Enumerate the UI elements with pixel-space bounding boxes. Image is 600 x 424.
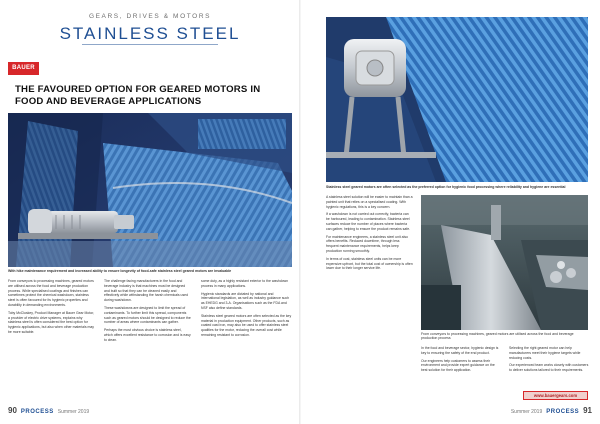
article-column-3 [201, 279, 292, 341]
paragraph: Hygienic standards are dictated by national and international legislation, as well as industry guidance such as EHEDG and 3-A. Organisations such as the FDA and NSF also define standards. [201, 291, 290, 310]
paragraph: some duty, as a highly resistant exterior to the washdown process in many applications. [201, 279, 289, 288]
paragraph: For maintenance engineers, a stainless steel unit also offers benefits. Reduced downtime, through less frequent maintenance requirements, helps keep production running smoothly. [326, 234, 408, 253]
conveyor-photo [8, 113, 292, 267]
article-column-1 [8, 279, 95, 338]
title-divider [82, 44, 218, 45]
website-link[interactable]: www.bauergears.com [523, 391, 588, 400]
paragraph: These washdowns are designed to limit the spread of contaminants. To further limit this spread, components such as geared motors should be designed to reduce the number of areas where contaminants can gather. [104, 305, 191, 325]
page-number: 90 [8, 406, 17, 415]
page-footer-right [511, 406, 592, 415]
section-label: GEARS, DRIVES & MOTORS [88, 13, 212, 20]
processing-machine-illustration [421, 195, 588, 330]
motor-photo [326, 17, 588, 182]
processing-machine-photo [421, 195, 588, 330]
paragraph: Selecting the right geared motor can help manufacturers meet their hygiene targets while reducing costs. [509, 346, 581, 360]
conveyor-illustration [8, 113, 292, 267]
paragraph: Perhaps the most obvious choice is stainless steel, which offers excellent resistance to corrosion and is easy to clean. [104, 328, 191, 342]
publication-name: PROCESS [20, 409, 54, 415]
paragraph: In the food and beverage sector, hygienic design is key to ensuring the safety of the end product. [421, 346, 499, 355]
paragraph: Our engineers help customers to assess their environment and provide expert guidance on the best solution for their application. [421, 358, 495, 373]
paragraph: In terms of cost, stainless steel units can be more expensive upfront, but the total cost of ownership is often lower due to their longer service life. [326, 256, 413, 271]
company-badge: BAUER [8, 62, 39, 75]
paragraph: The challenge facing manufacturers in the food and beverage industry is that machines must be designed and built so that they can be cleaned easily and effectively while withstanding the harsh chemicals used during washdown. [104, 279, 189, 303]
issue-date: Summer 2019 [510, 409, 543, 415]
paragraph: Toby McCluskey, Product Manager at Bauer Gear Motor, a provider of electric drive systems, explains why stainless steel is often considered the best option for hygienic applications, but also when other materials may be more suitable. [8, 310, 95, 334]
article-headline: THE FAVOURED OPTION FOR GEARED MOTORS IN FOOD AND BEVERAGE APPLICATIONS [15, 84, 261, 107]
article-column-right-2 [421, 346, 501, 376]
article-column-2 [104, 279, 191, 346]
page-number: 91 [583, 406, 592, 415]
photo-caption-machine: From conveyors to processing machines, geared motors are utilised across the food and beverage production process [421, 332, 574, 341]
paragraph: Our experienced team works closely with customers to deliver solutions tailored to their requirements. [509, 363, 589, 373]
paragraph: A stainless steel solution will be easier to maintain than a painted unit that relies on a specialised coating. With hygienic regulations, this is a key concern. [326, 195, 413, 209]
photo-caption: With hike maintenance requirement and increased ability to ensure longevity of food-safe stainless steel geared motors are invaluable [8, 269, 232, 273]
issue-date: Summer 2019 [57, 409, 90, 415]
page-gutter [299, 0, 301, 424]
motor-illustration [326, 17, 588, 182]
photo-caption-right: Stainless steel geared motors are often selected as the preferred option for hygienic food processing where reliability and hygiene are essential [326, 185, 566, 189]
paragraph: Stainless steel geared motors are often selected as the key material in production equipment. Other products, such as coated cast iron, may also be used to offer stainless steel qualities for the motor, reducing the overall cost while remaining resistant to corrosion. [201, 313, 292, 337]
article-column-right-3 [509, 346, 589, 376]
page-title: STAINLESS STEEL [59, 24, 241, 43]
paragraph: From conveyors to processing machines, geared motors are utilised across the food and beverage production process. While specialised coatings and finishes can sometimes protect the chemical washdown, stainless steel is often favoured for its hygienic properties and durability in demanding environments. [8, 279, 94, 307]
page-footer-left [8, 406, 89, 415]
article-column-right-1 [326, 195, 413, 274]
paragraph: If a washdown is not carried out correctly, bacteria can be harboured, leading to contamination. Stainless steel surfaces reduce the number of places where bacteria can gather, helping to ensure the product remains safe. [326, 212, 411, 231]
publication-name: PROCESS [546, 409, 580, 415]
